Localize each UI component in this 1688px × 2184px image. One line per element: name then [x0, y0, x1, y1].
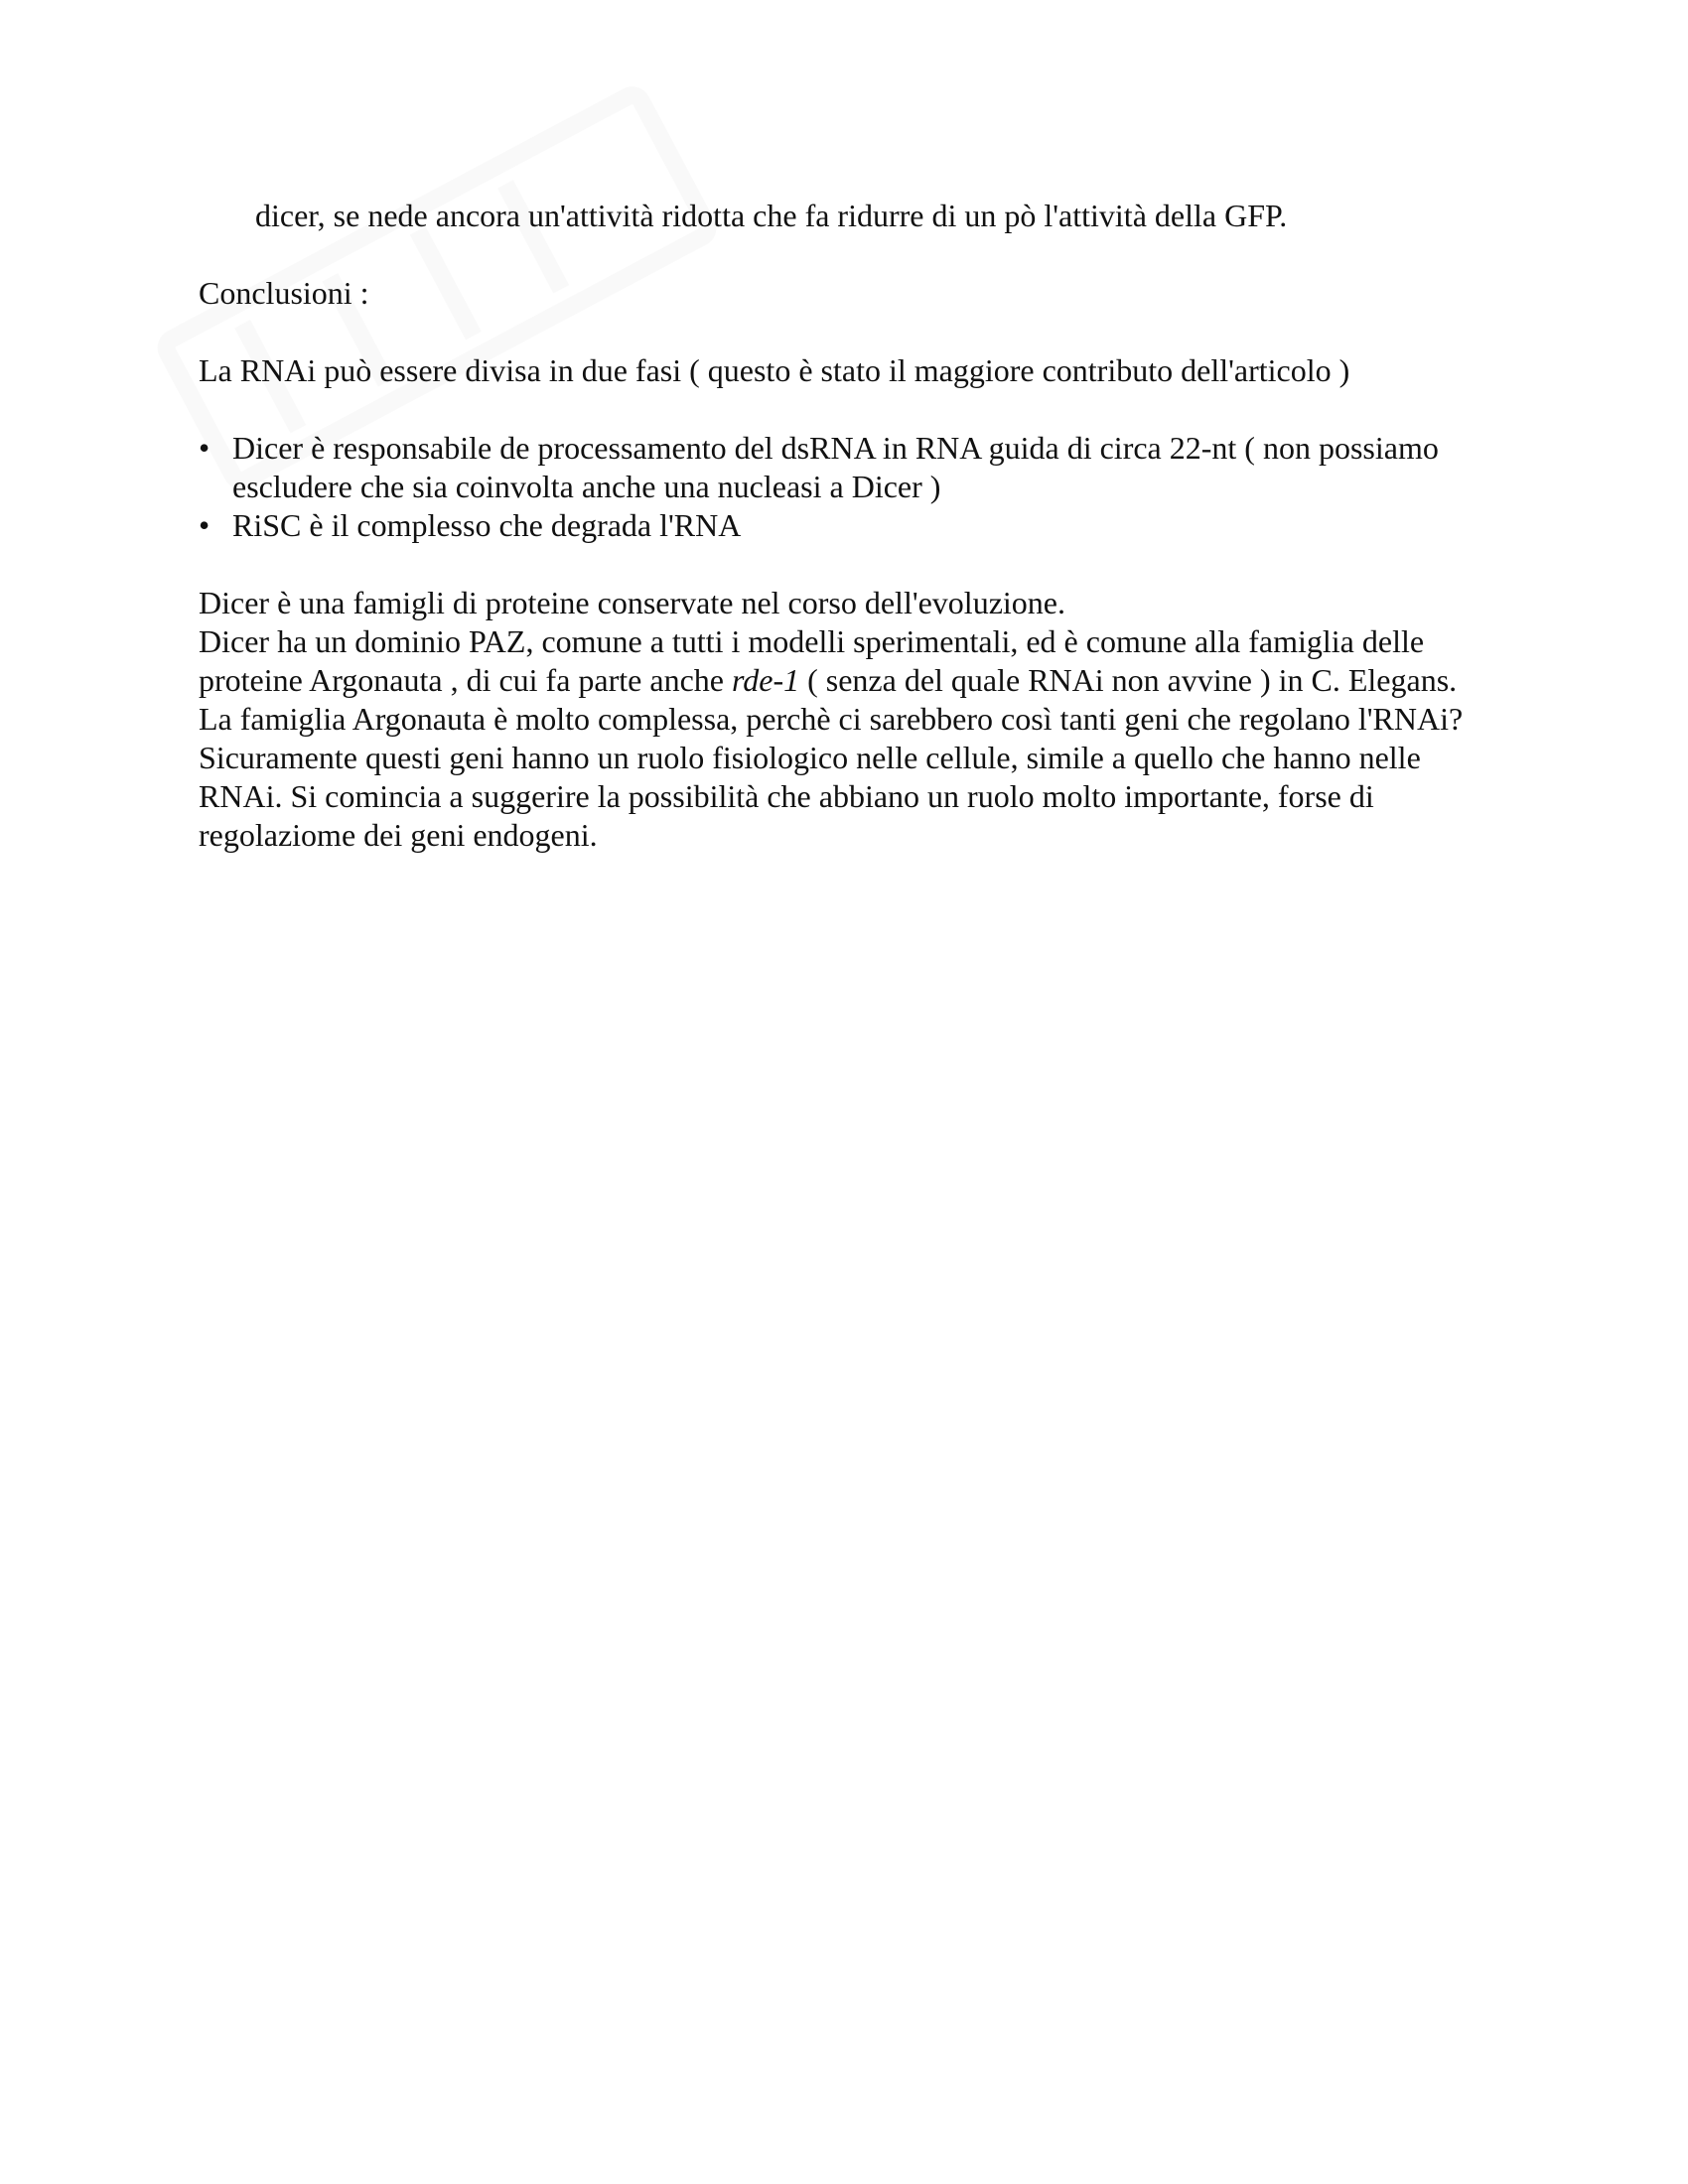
document-body [199, 197, 1509, 855]
bullet-icon: • [199, 507, 211, 543]
paz-text-end: ( senza del quale RNAi non avvine ) in C. Elegans. [799, 662, 1458, 698]
argonauta-paragraph: La famiglia Argonauta è molto complessa, perchè ci sarebbero così tanti geni che regolano l'RNAi? Sicuramente questi geni hanno un ruolo fisiologico nelle cellule, simile a quello che hanno nelle RNAi. Si comincia a suggerire la possibilità che abbiano un ruolo molto importante, forse di regolaziome dei geni endogeni. [199, 701, 1464, 853]
conclusions-list [199, 429, 1509, 545]
list-item-text: RiSC è il complesso che degrada l'RNA [232, 507, 742, 543]
gene-name-rde1: rde-1 [731, 662, 800, 698]
continuation-line: dicer, se nede ancora un'attività ridotta che fa ridurre di un pò l'attività della GFP. [255, 198, 1288, 233]
dicer-family-paragraph: Dicer è una famigli di proteine conservate nel corso dell'evoluzione. [199, 585, 1065, 620]
list-item-text: Dicer è responsabile de processamento del dsRNA in RNA guida di circa 22-nt ( non possiamo escludere che sia coinvolta anche una nucleasi a Dicer ) [232, 430, 1439, 504]
bullet-icon: • [199, 430, 211, 466]
list-item [199, 429, 1509, 506]
conclusions-heading: Conclusioni : [199, 275, 369, 311]
paz-text-start: Dicer ha un dominio PAZ, comune a tutti i modelli sperimentali, ed è comune alla famiglia delle proteine Argonauta , di cui fa parte anche [199, 623, 1425, 698]
paz-domain-paragraph [199, 622, 1509, 700]
list-item [199, 506, 1509, 545]
intro-paragraph: La RNAi può essere divisa in due fasi ( questo è stato il maggiore contributo dell'articolo ) [199, 352, 1350, 388]
